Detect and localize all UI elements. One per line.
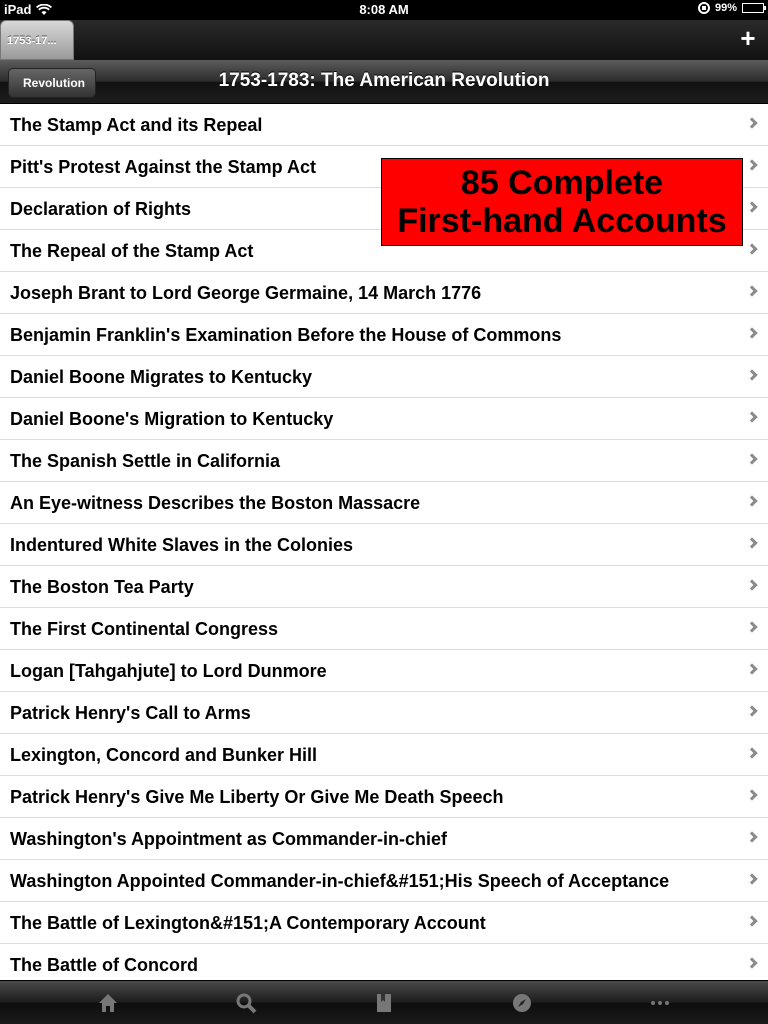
list-item[interactable]: [0, 398, 768, 440]
list-item[interactable]: [0, 566, 768, 608]
list-item-label: Daniel Boone Migrates to Kentucky: [10, 367, 313, 387]
list-item-label: The First Continental Congress: [10, 619, 279, 639]
bookmarks-icon[interactable]: [372, 991, 396, 1015]
list-item-label: Benjamin Franklin's Examination Before the House of Commons: [10, 325, 562, 345]
list-item-label: Patrick Henry's Give Me Liberty Or Give Me Death Speech: [10, 787, 504, 807]
chevron-right-icon: [746, 831, 757, 842]
list-item[interactable]: [0, 104, 768, 146]
chevron-right-icon: [746, 789, 757, 800]
rotation-lock-icon: [698, 2, 710, 14]
list-item-label: Lexington, Concord and Bunker Hill: [10, 745, 318, 765]
list-item-label: Patrick Henry's Call to Arms: [10, 703, 251, 723]
search-icon[interactable]: [234, 991, 258, 1015]
home-icon[interactable]: [96, 991, 120, 1015]
chevron-right-icon: [746, 705, 757, 716]
chevron-right-icon: [746, 537, 757, 548]
list-item-label: An Eye-witness Describes the Boston Massacre: [10, 493, 421, 513]
status-time: 8:08 AM: [359, 2, 409, 17]
list-item[interactable]: [0, 860, 768, 902]
list-item[interactable]: [0, 818, 768, 860]
chevron-right-icon: [746, 285, 757, 296]
list-item-label: Daniel Boone's Migration to Kentucky: [10, 409, 334, 429]
chevron-right-icon: [746, 915, 757, 926]
chevron-right-icon: [746, 159, 757, 170]
list-item[interactable]: [0, 650, 768, 692]
more-icon[interactable]: [648, 991, 672, 1015]
list-item[interactable]: [0, 902, 768, 944]
list-item-label: Indentured White Slaves in the Colonies: [10, 535, 354, 555]
list-item[interactable]: [0, 482, 768, 524]
chevron-right-icon: [746, 873, 757, 884]
list-item-label: Washington's Appointment as Commander-in-chief: [10, 829, 447, 849]
navigation-bar: [0, 60, 768, 104]
tab-active[interactable]: 1753-17...: [0, 20, 74, 60]
chevron-right-icon: [746, 411, 757, 422]
chevron-right-icon: [746, 747, 757, 758]
chevron-right-icon: [746, 621, 757, 632]
bottom-toolbar: [0, 980, 768, 1024]
status-bar: [0, 0, 768, 20]
list-item-label: The Stamp Act and its Repeal: [10, 115, 263, 135]
list-item[interactable]: [0, 524, 768, 566]
back-button[interactable]: Revolution: [8, 68, 96, 98]
page-title: 1753-1783: The American Revolution: [218, 70, 550, 91]
battery-icon: [742, 3, 764, 13]
list-item-label: Washington Appointed Commander-in-chief&#151;His Speech of Acceptance: [10, 871, 670, 891]
plus-icon[interactable]: +: [740, 23, 756, 53]
chevron-right-icon: [746, 957, 757, 968]
promo-line-2: First-hand Accounts: [397, 202, 727, 240]
battery-percent: 99%: [714, 2, 737, 14]
chevron-right-icon: [746, 201, 757, 212]
list-item-label: The Battle of Concord: [10, 955, 198, 975]
compass-icon[interactable]: [510, 991, 534, 1015]
chevron-right-icon: [746, 579, 757, 590]
list-item-label: Joseph Brant to Lord George Germaine, 14 March 1776: [10, 283, 482, 303]
list-item-label: The Boston Tea Party: [10, 577, 194, 597]
chevron-right-icon: [746, 243, 757, 254]
chevron-right-icon: [746, 495, 757, 506]
chevron-right-icon: [746, 663, 757, 674]
promo-banner: [381, 158, 743, 246]
list-item[interactable]: [0, 356, 768, 398]
list-item[interactable]: [0, 692, 768, 734]
chevron-right-icon: [746, 117, 757, 128]
chevron-right-icon: [746, 453, 757, 464]
promo-line-1: 85 Complete: [460, 164, 664, 202]
list-item-label: Logan [Tahgahjute] to Lord Dunmore: [10, 661, 327, 681]
tab-strip: [0, 20, 768, 60]
list-item-label: The Battle of Lexington&#151;A Contemporary Account: [10, 913, 486, 933]
list-item[interactable]: [0, 944, 768, 980]
list-item[interactable]: [0, 314, 768, 356]
list-item[interactable]: [0, 734, 768, 776]
list-item-label: Declaration of Rights: [10, 199, 192, 219]
chevron-right-icon: [746, 327, 757, 338]
list-item[interactable]: [0, 440, 768, 482]
list-item-label: Pitt's Protest Against the Stamp Act: [10, 157, 316, 177]
list-item[interactable]: [0, 272, 768, 314]
status-bar-right: [698, 2, 764, 14]
chevron-right-icon: [746, 369, 757, 380]
list-item-label: The Repeal of the Stamp Act: [10, 241, 254, 261]
list-item-label: The Spanish Settle in California: [10, 451, 281, 471]
device-label: iPad: [4, 2, 32, 17]
list-item[interactable]: [0, 608, 768, 650]
list-item[interactable]: [0, 776, 768, 818]
